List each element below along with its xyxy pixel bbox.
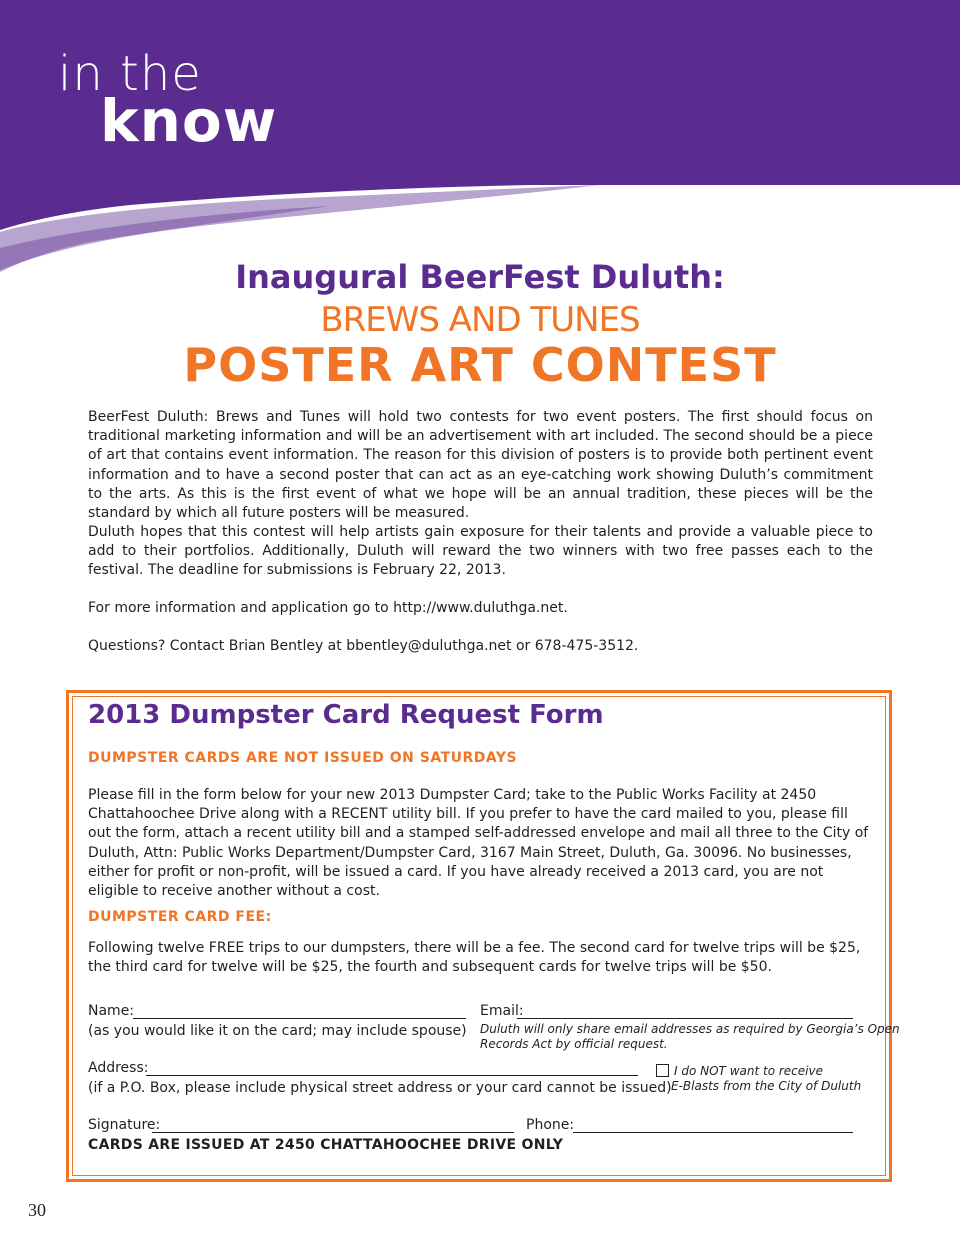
email-note-line2: Records Act by official request. [480,1037,668,1051]
header-banner [0,0,960,275]
form-title: 2013 Dumpster Card Request Form [88,700,604,730]
form-subtitle: DUMPSTER CARDS ARE NOT ISSUED ON SATURDAYS [88,750,518,766]
email-note-line1: Duluth will only share email addresses as required by Georgia’s Open [480,1022,900,1036]
article-title: Inaugural BeerFest Duluth: [235,258,725,296]
address-note: (if a P.O. Box, please include physical street address or your card cannot be issued) [88,1080,672,1096]
email-label: Email: [480,1003,524,1019]
article-subtitle: BREWS AND TUNES [320,300,640,340]
form-instructions: Please fill in the form below for your new 2013 Dumpster Card; take to the Public Works Facility at 2450 Chattahoochee Drive along with a RECENT utility bill. If you prefer to have the card mailed to you, please fill out the form, attach a recent utility bill and a stamped self-addressed envelope and mail all three to the City of Duluth, Attn: Public Works Department/Dumpster Card, 3167 Main Street, Duluth, Ga. 30096. No businesses, either for profit or non-profit, will be issued a card. If you have already received a 2013 card, you are not eligible to receive another without a cost. [88,787,869,900]
phone-field[interactable] [573,1132,853,1133]
eblast-optout-checkbox[interactable] [656,1064,669,1077]
address-field[interactable] [146,1075,638,1076]
article-paragraph-info: For more information and application go to http://www.duluthga.net. [88,600,568,616]
page-number: 30 [28,1200,46,1220]
signature-field[interactable] [152,1132,514,1133]
brand-in-the: in the [58,46,202,102]
address-label: Address: [88,1060,149,1076]
name-field[interactable] [133,1018,466,1019]
signature-label: Signature: [88,1117,161,1133]
brand-know: know [100,87,278,155]
name-note: (as you would like it on the card; may include spouse) [88,1023,467,1039]
article-paragraph-2: Duluth hopes that this contest will help artists gain exposure for their talents and provide a valuable piece to add to their portfolios. Additionally, Duluth will reward the two winners with two free passes each to the festival. The deadline for submissions is February 22, 2013. [88,524,873,579]
optout-label-line2: E-Blasts from the City of Duluth [671,1079,862,1093]
phone-label: Phone: [526,1117,575,1133]
fee-text: Following twelve FREE trips to our dumpsters, there will be a fee. The second card for twelve trips will be $25, the third card for twelve will be $25, the fourth and subsequent cards for twelve trips will be $50. [88,940,861,976]
article-headline: POSTER ART CONTEST [183,338,777,392]
issue-location-note: CARDS ARE ISSUED AT 2450 CHATTAHOOCHEE DRIVE ONLY [88,1137,564,1153]
email-field[interactable] [517,1018,853,1019]
form-border-inner [72,696,886,1176]
fee-heading: DUMPSTER CARD FEE: [88,909,272,925]
name-label: Name: [88,1003,135,1019]
article-paragraph-1: BeerFest Duluth: Brews and Tunes will hold two contests for two event posters. The first should focus on traditional marketing information and will be an advertisement with art included. The second should be a piece of art that contains event information. The reason for this division of posters is to provide both pertinent event information and to have a second poster that can act as an eye-catching work showing Duluth’s commitment to the arts. As this is the first event of what we hope will be an annual tradition, these pieces will be the standard by which all future posters will be measured. [88,409,873,522]
article-paragraph-contact: Questions? Contact Brian Bentley at bbentley@duluthga.net or 678-475-3512. [88,638,639,654]
optout-label-line1: I do NOT want to receive [674,1064,823,1078]
